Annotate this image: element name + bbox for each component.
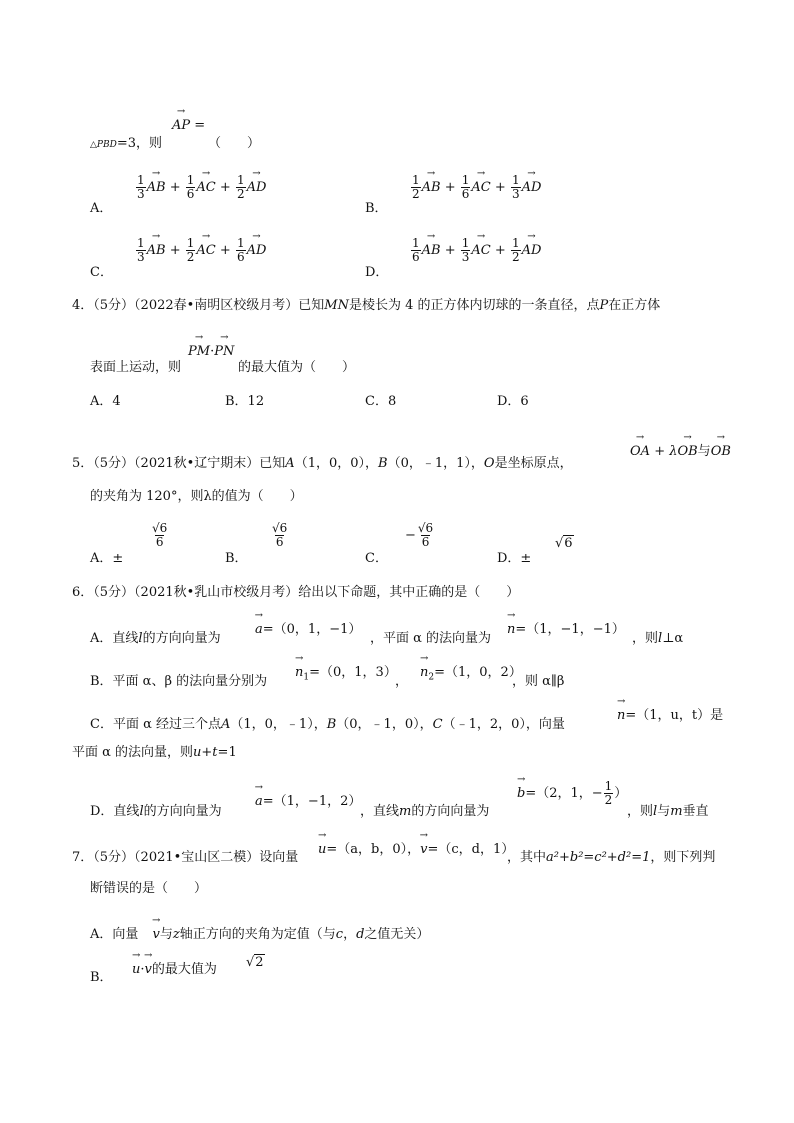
q6-option-c-line2: 平面 α 的法向量，则u+t=1 (72, 745, 237, 760)
q6-option-b-tail: ，则 α∥β (512, 674, 565, 689)
q7-option-b-sqrt: √2 (246, 955, 264, 970)
q7-option-a: A．向量 → v与z轴正方向的夹角为定值（与c，d之值无关） (90, 923, 429, 942)
q3-option-c-expr: $\frac{1}{3}$ → AB + $\frac{1}{2}$ → AC + $\frac{1}{6}$ → AD (135, 237, 266, 264)
q3-option-a-expr: $\frac{1}{3}$ → AB + $\frac{1}{6}$ → AC + $\frac{1}{2}$ → AD (135, 174, 266, 201)
q6-option-d-bvec: → b=（2，1，− $\frac{1}{2}$ ） (517, 780, 627, 807)
q6-option-a: A．直线l的方向向量为 (90, 631, 221, 646)
q5-line1: 5．（5分）（2021秋•辽宁期末）已知A（1，0，0），B（0，﹣1，1），O是坐标原点， (72, 456, 573, 471)
q3-option-d-expr: $\frac{1}{6}$ → AB + $\frac{1}{3}$ → AC + $\frac{1}{2}$ → AD (410, 237, 541, 264)
q4-line1: 4．（5分）（2022春•南明区校级月考）已知MN是棱长为 4 的正方体内切球的一条直径，点P在正方体 (72, 298, 661, 313)
q6-option-a-tail: ，则l⊥α (632, 631, 684, 646)
q5-option-b-frac: $\frac{√6}{6}$ (272, 521, 288, 550)
q6-option-d-tail: ，则l与m垂直 (627, 804, 709, 819)
q6-option-b-n2: → $n_2=(1$，0，2） (420, 661, 522, 683)
q4-option-d: D．6 (497, 394, 529, 409)
q7-option-b-label: B． (90, 970, 113, 985)
q4-option-c: C．8 (365, 394, 397, 409)
q3-ap-expr (172, 118, 205, 133)
q6-option-a-mid: ，平面 α 的法向量为 (370, 631, 492, 646)
q5-option-d-sqrt: √6 (555, 536, 573, 551)
q3-stem-tail (90, 132, 162, 151)
q6-option-c: C．平面 α 经过三个点A（1，0，﹣1），B（0，﹣1，0），C（﹣1，2，0），向量 (90, 717, 565, 732)
q6-option-b: B．平面 α、β 的法向量分别为 (90, 674, 268, 689)
q5-option-d-label: D．± (497, 551, 532, 566)
q6-option-b-comma: ， (395, 674, 409, 689)
q3-option-c-label: C． (90, 265, 113, 280)
q5-line2: 的夹角为 120°，则λ的值为（ ） (90, 489, 303, 504)
q6-option-d-mid: ，直线m的方向向量为 (360, 804, 490, 819)
q3-option-b-label: B． (365, 201, 388, 216)
q3-triangle-sub: △PBD (90, 140, 117, 150)
q4-option-b: B．12 (225, 394, 265, 409)
q6-option-b-n1: → $n_1=(0$，1，3） (295, 661, 397, 683)
q4-line2-tail: 的最大值为（ ） (238, 360, 356, 375)
q7-line1-tail: ，其中a²+b²=c²+d²=1，则下列判 (507, 850, 716, 865)
q7-option-b-expr: → u·→ v的最大值为 (132, 958, 217, 977)
q3-option-a-label: A． (90, 201, 113, 216)
q4-pm-pn-expr: → PM·→ PN (188, 344, 234, 359)
q6-stem: 6．（5分）（2021秋•乳山市校级月考）给出以下命题，其中正确的是（ ） (72, 585, 520, 600)
q5-option-a-frac: $\frac{√6}{6}$ (152, 521, 168, 550)
q4-option-a: A．4 (90, 394, 121, 409)
fraction: $\frac{1}{3}$ (137, 173, 145, 202)
q3-vector-ap: → AP (172, 118, 190, 133)
q7-line2: 断错误的是（ ） (90, 881, 208, 896)
q6-option-a-nvec: → n=（1，−1，−1） (507, 618, 625, 637)
q5-option-a-label: A．± (90, 551, 124, 566)
q6-option-d: D．直线l的方向向量为 (90, 804, 222, 819)
q5-option-b-label: B． (225, 551, 248, 566)
q6-option-a-vec: → a=（0，1，−1） (255, 618, 361, 637)
q3-stem-text: =3，则 (116, 136, 162, 151)
q6-option-c-nvec: → n=（1，u，t）是 (617, 704, 723, 723)
q3-paren: （ ） (208, 136, 261, 151)
q4-line2: 表面上运动，则 (90, 360, 182, 375)
q7-vectors: → u=（a，b，0），→ v=（c，d，1） (318, 838, 514, 857)
q5-vector-expr: → OA + λ→ OB与→ OB (630, 440, 731, 459)
q3-option-d-label: D． (365, 265, 389, 280)
q5-option-c-label: C． (365, 551, 388, 566)
q3-option-b-expr: $\frac{1}{2}$ → AB + $\frac{1}{6}$ → AC + $\frac{1}{3}$ → AD (410, 174, 541, 201)
q5-option-c-frac: − $\frac{√6}{6}$ (405, 521, 434, 550)
q3-ap-eq: = (194, 118, 206, 133)
q6-option-d-avec: → a=（1，−1，2） (255, 790, 361, 809)
q7-line1: 7．（5分）（2021•宝山区二模）设向量 (72, 850, 299, 865)
